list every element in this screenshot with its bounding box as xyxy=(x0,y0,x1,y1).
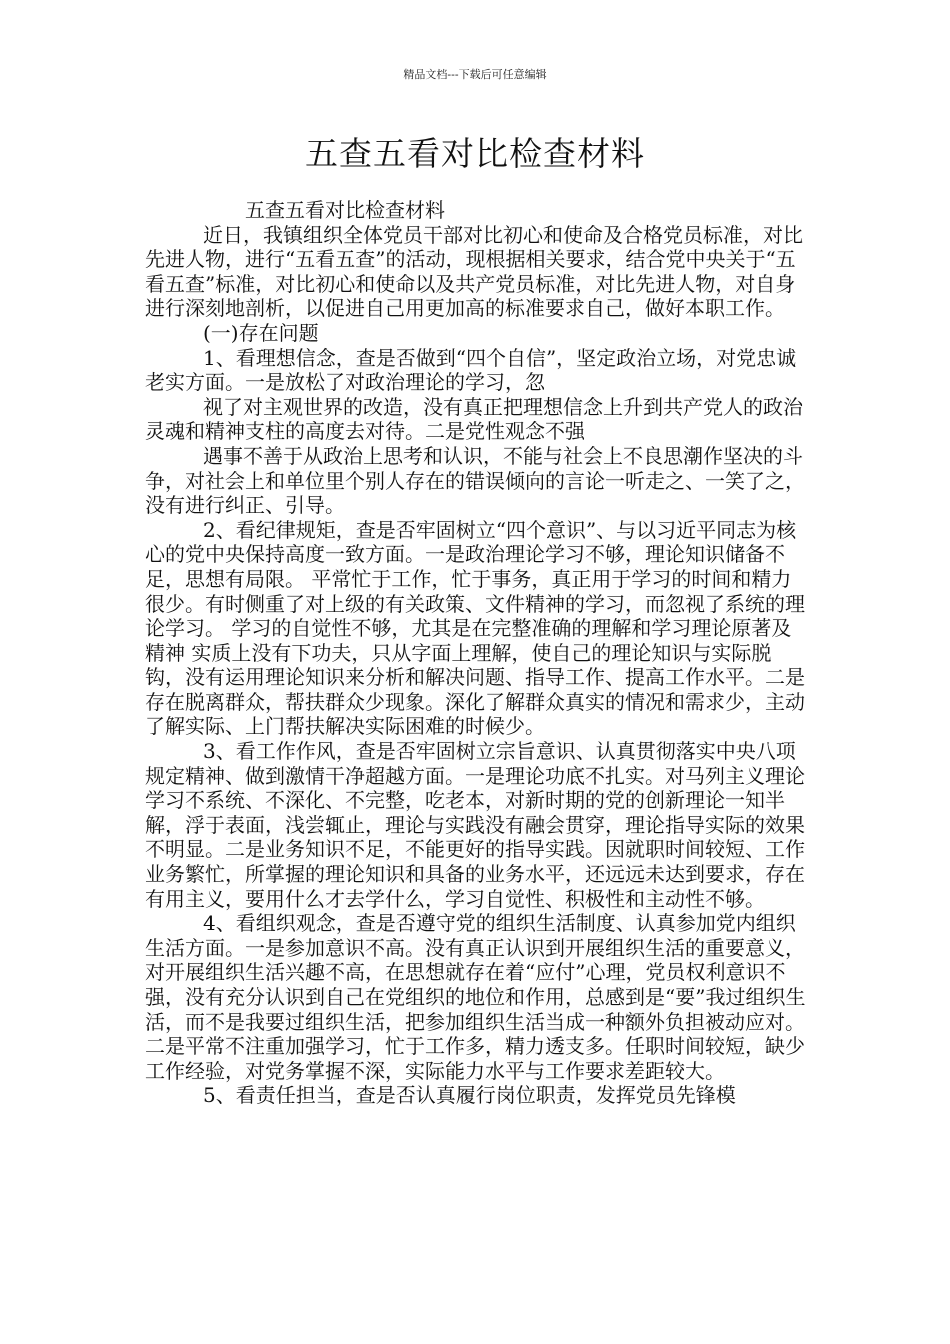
paragraph-item-2: 2、看纪律规矩，查是否牢固树立“四个意识”、与以习近平同志为核心的党中央保持高度一致方面。一是政治理论学习不够，理论知识储备不足，思想有局限。 平常忙于工作，忙于事务，真正用于学习的时间和精力很少。有时侧重了对上级的有关政策、文件精神的学习，而忽视了系统的理论学习。 学习的自觉性不够，尤其是在完整准确的理解和学习理论原著及精神 实质上没有下功夫，只从字面上理解，使自己的理论知识与实际脱钩，没有运用理论知识来分析和解决问题、指导工作、提高工作水平。二是存在脱离群众，帮扶群众少现象。深化了解群众真实的情况和需求少，主动了解实际、上门帮扶解决实际困难的时候少。 xyxy=(145,517,805,739)
page-header: 精品文档---下载后可任意编辑 xyxy=(403,68,547,81)
paragraph-item-3: 3、看工作作风，查是否牢固树立宗旨意识、认真贯彻落实中央八项规定精神、做到激情干净超越方面。一是理论功底不扎实。对马列主义理论学习不系统、不深化、不完整，吃老本，对新时期的党的创新理论一知半解，浮于表面，浅尝辄止，理论与实践没有融会贯穿，理论指导实际的效果不明显。二是业务知识不足，不能更好的指导实践。因就职时间较短、工作业务繁忙，所掌握的理论知识和具备的业务水平，还远远未达到要求，存在有用主义，要用什么才去学什么，学习自觉性、积极性和主动性不够。 xyxy=(145,739,805,911)
section-heading-problems: (一)存在问题 xyxy=(203,320,319,345)
document-title: 五查五看对比检查材料 xyxy=(305,134,645,173)
paragraph-item-5: 5、看责任担当，查是否认真履行岗位职责，发挥党员先锋模 xyxy=(203,1083,736,1108)
paragraph-item-1: 1、看理想信念，查是否做到“四个自信”，坚定政治立场，对党忠诚老实方面。一是放松了对政治理论的学习，忽 xyxy=(145,345,797,395)
document-subtitle: 五查五看对比检查材料 xyxy=(245,198,445,222)
paragraph-item-1-cont: 视了对主观世界的改造，没有真正把理想信念上升到共产党人的政治灵魂和精神支柱的高度去对待。二是党性观念不强 xyxy=(145,394,803,444)
paragraph-item-1-cont-2: 遇事不善于从政治上思考和认识，不能与社会上不良思潮作坚决的斗争，对社会上和单位里个别人存在的错误倾向的言论一听走之、一笑了之，没有进行纠正、引导。 xyxy=(145,443,805,518)
paragraph-item-4: 4、看组织观念，查是否遵守党的组织生活制度、认真参加党内组织生活方面。一是参加意识不高。没有真正认识到开展组织生活的重要意义，对开展组织生活兴趣不高，在思想就存在着“应付”心理，党员权利意识不强，没有充分认识到自己在党组织的地位和作用，总感到是“要”我过组织生活，而不是我要过组织生活，把参加组织生活当成一种额外负担被动应对。二是平常不注重加强学习，忙于工作多，精力透支多。任职时间较短，缺少工作经验，对党务掌握不深，实际能力水平与工作要求差距较大。 xyxy=(145,911,806,1083)
document-body xyxy=(145,198,807,1108)
paragraph-intro: 近日，我镇组织全体党员干部对比初心和使命及合格党员标准，对比先进人物，进行“五看五查”的活动，现根据相关要求，结合党中央关于“五看五查”标准，对比初心和使命以及共产党员标准，对比先进人物，对自身进行深刻地剖析，以促进自己用更加高的标准要求自己，做好本职工作。 xyxy=(145,222,803,321)
